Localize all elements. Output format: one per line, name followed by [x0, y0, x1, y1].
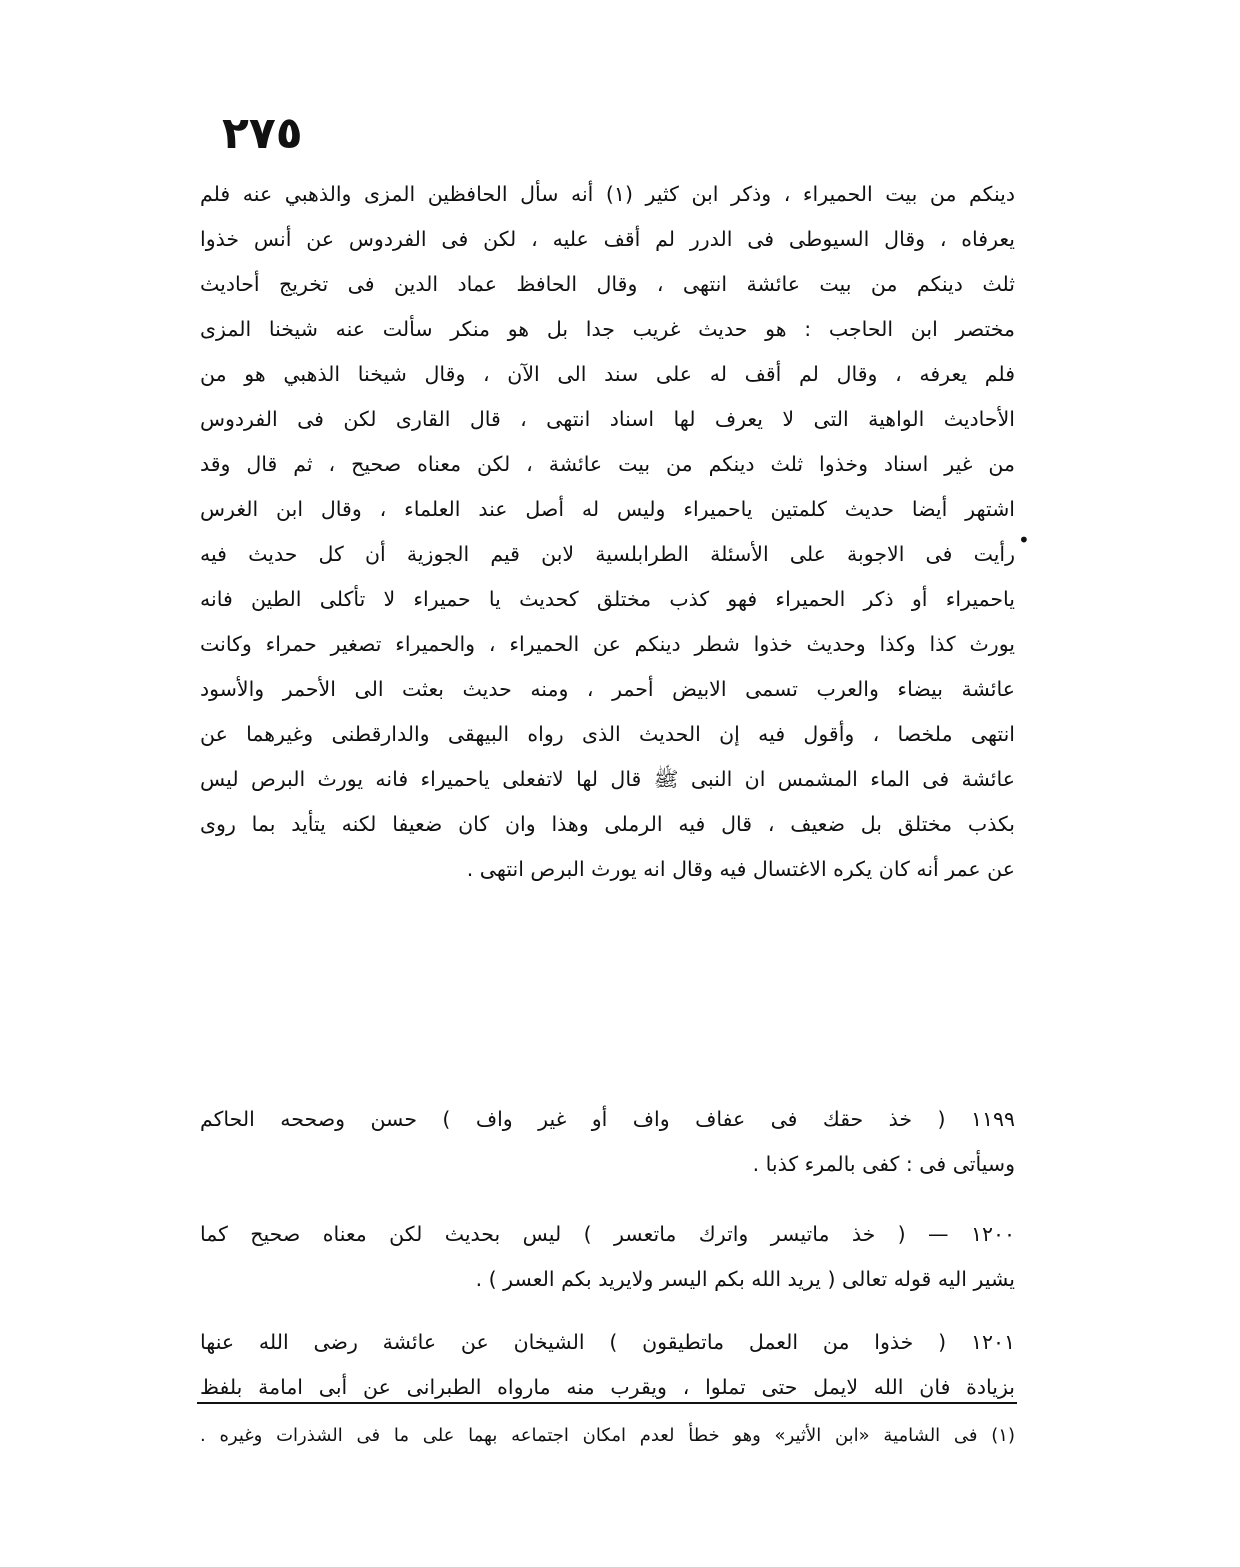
- text-line: عائشة فى الماء المشمس ان النبى ﷺ قال لها لاتفعلى ياحميراء فانه يورث البرص ليس: [200, 767, 1015, 791]
- footnote-divider: [197, 1402, 1017, 1404]
- entry-1201: [200, 1320, 1015, 1410]
- text-line: ١٢٠٠ — ( خذ ماتيسر واترك ماتعسر ) ليس بحديث لكن معناه صحيح كما: [200, 1222, 1015, 1246]
- text-line: اشتهر أيضا حديث كلمتين ياحميراء وليس له أصل عند العلماء ، وقال ابن الغرس: [200, 497, 1015, 521]
- text-line: عائشة بيضاء والعرب تسمى الابيض أحمر ، ومنه حديث بعثت الى الأحمر والأسود: [200, 677, 1015, 701]
- text-line: دينكم من بيت الحميراء ، وذكر ابن كثير (١) أنه سأل الحافظين المزى والذهبي عنه فلم: [200, 182, 1015, 206]
- text-line: يعرفاه ، وقال السيوطى فى الدرر لم أقف عليه ، لكن فى الفردوس عن أنس خذوا: [200, 227, 1015, 251]
- text-line: الأحاديث الواهية التى لا يعرف لها اسناد انتهى ، قال القارى لكن فى الفردوس: [200, 407, 1015, 431]
- text-line: ياحميراء أو ذكر الحميراء فهو كذب مختلق كحديث يا حميراء لا تأكلى الطين فانه: [200, 587, 1015, 611]
- text-line: بزيادة فان الله لايمل حتى تملوا ، ويقرب منه مارواه الطبرانى عن أبى امامة بلفظ: [200, 1375, 1015, 1399]
- main-paragraph: [200, 172, 1015, 892]
- text-line: بكذب مختلق بل ضعيف ، قال فيه الرملى وهذا وان كان ضعيفا لكنه يتأيد بما روى: [200, 812, 1015, 836]
- text-line: يشير اليه قوله تعالى ( يريد الله بكم اليسر ولايريد بكم العسر ) .: [475, 1267, 1015, 1291]
- text-line: وسيأتى فى : كفى بالمرء كذبا .: [752, 1152, 1015, 1176]
- footnote: (١) فى الشامية «ابن الأثير» وهو خطأ لعدم امكان اجتماعه بهما على ما فى الشذرات وغيره .: [200, 1425, 1015, 1446]
- text-line: انتهى ملخصا ، وأقول فيه إن الحديث الذى رواه البيهقى والدارقطنى وغيرهما عن: [200, 722, 1015, 746]
- margin-bullet-mark: •: [1018, 528, 1030, 552]
- entry-1199: [200, 1097, 1015, 1187]
- page-number: ٢٧٥: [222, 108, 303, 159]
- text-line: عن عمر أنه كان يكره الاغتسال فيه وقال انه يورث البرص انتهى .: [466, 857, 1015, 881]
- entry-1200: [200, 1212, 1015, 1302]
- text-line: ثلث دينكم من بيت عائشة انتهى ، وقال الحافظ عماد الدين فى تخريج أحاديث: [200, 272, 1015, 296]
- text-line: ١١٩٩ ( خذ حقك فى عفاف واف أو غير واف ) حسن وصححه الحاكم: [200, 1107, 1015, 1131]
- text-line: رأيت فى الاجوبة على الأسئلة الطرابلسية لابن قيم الجوزية أن كل حديث فيه: [200, 542, 1015, 566]
- text-line: يورث كذا وكذا وحديث خذوا شطر دينكم عن الحميراء ، والحميراء تصغير حمراء وكانت: [200, 632, 1015, 656]
- text-line: فلم يعرفه ، وقال لم أقف له على سند الى الآن ، وقال شيخنا الذهبي هو من: [200, 362, 1015, 386]
- text-line: من غير اسناد وخذوا ثلث دينكم من بيت عائشة ، لكن معناه صحيح ، ثم قال وقد: [200, 452, 1015, 476]
- text-line: مختصر ابن الحاجب : هو حديث غريب جدا بل هو منكر سألت عنه شيخنا المزى: [200, 317, 1015, 341]
- text-line: ١٢٠١ ( خذوا من العمل ماتطيقون ) الشيخان عن عائشة رضى الله عنها: [200, 1330, 1015, 1354]
